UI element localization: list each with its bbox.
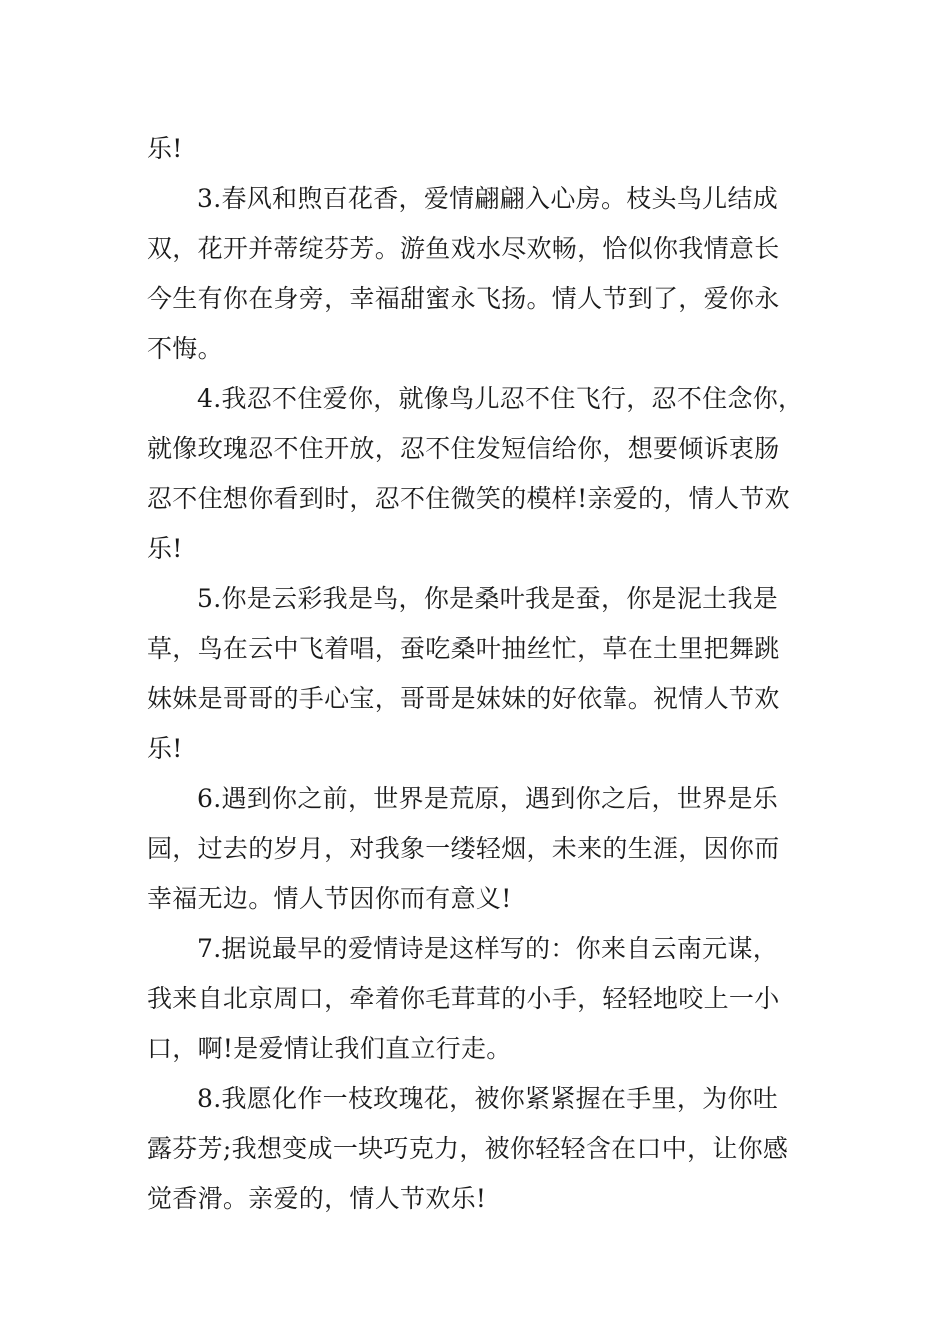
text-line: 3.春风和煦百花香，爱情翩翩入心房。枝头鸟儿结成: [197, 184, 779, 213]
text-line: 4.我忍不住爱你，就像鸟儿忍不住飞行，忍不住念你，: [197, 384, 804, 413]
text-line: 园，过去的岁月，对我象一缕轻烟，未来的生涯，因你而: [147, 834, 780, 863]
text-line: 乐!: [147, 134, 183, 163]
text-line: 不悔。: [147, 334, 223, 363]
text-line: 双，花开并蒂绽芬芳。游鱼戏水尽欢畅，恰似你我情意长: [147, 234, 780, 263]
text-line: 5.你是云彩我是鸟，你是桑叶我是蚕，你是泥土我是: [197, 584, 779, 613]
text-line: 露芬芳;我想变成一块巧克力，被你轻轻含在口中，让你感: [147, 1134, 789, 1163]
text-line: 6.遇到你之前，世界是荒原，遇到你之后，世界是乐: [197, 784, 779, 813]
text-line: 口，啊!是爱情让我们直立行走。: [147, 1034, 512, 1063]
text-line: 乐!: [147, 534, 183, 563]
text-line: 今生有你在身旁，幸福甜蜜永飞扬。情人节到了，爱你永: [147, 284, 780, 313]
text-line: 7.据说最早的爱情诗是这样写的：你来自云南元谋，: [197, 934, 779, 963]
text-line: 8.我愿化作一枝玫瑰花，被你紧紧握在手里，为你吐: [197, 1084, 779, 1113]
text-line: 妹妹是哥哥的手心宝，哥哥是妹妹的好依靠。祝情人节欢: [147, 684, 780, 713]
text-line: 幸福无边。情人节因你而有意义!: [147, 884, 512, 913]
text-line: 觉香滑。亲爱的，情人节欢乐!: [147, 1184, 487, 1213]
text-line: 乐!: [147, 734, 183, 763]
text-line: 就像玫瑰忍不住开放，忍不住发短信给你，想要倾诉衷肠: [147, 434, 780, 463]
text-line: 忍不住想你看到时，忍不住微笑的模样!亲爱的，情人节欢: [147, 484, 790, 513]
text-line: 我来自北京周口，牵着你毛茸茸的小手，轻轻地咬上一小: [147, 984, 780, 1013]
text-line: 草，鸟在云中飞着唱，蚕吃桑叶抽丝忙，草在土里把舞跳: [147, 634, 780, 663]
